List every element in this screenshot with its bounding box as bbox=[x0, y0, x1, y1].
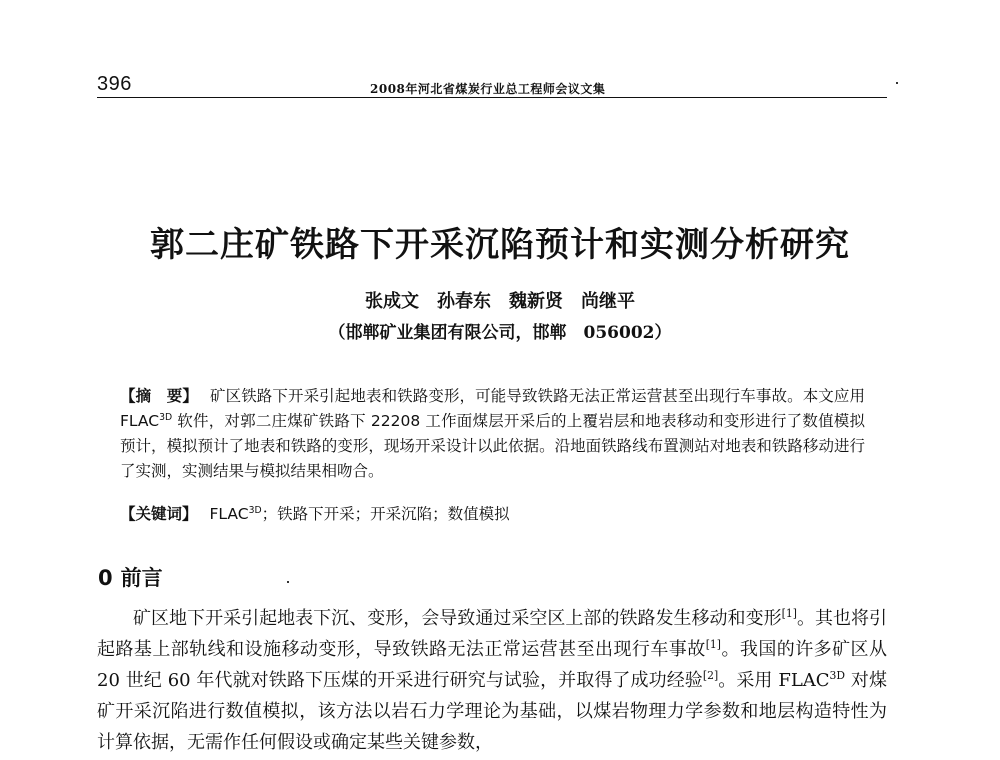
body-seg-5: 对煤矿开采沉陷进行数值模拟，该方法以岩石力学理论为基础，以煤岩物理力学参数和地层构造特性为计算依据，无需作任何假设或确定某些关键参数， bbox=[97, 670, 887, 753]
abstract-text-1: 矿区铁路下开采引起地表和铁路变形，可能导致铁路无法正常运营甚至出现行车事故。本文应用 FLAC bbox=[120, 387, 865, 430]
citation-2: [1] bbox=[705, 638, 721, 651]
body-seg-4: 。采用 FLAC bbox=[718, 670, 830, 691]
abstract-superscript: 3D bbox=[159, 411, 173, 423]
body-seg-1: 矿区地下开采引起地表下沉、变形，会导致通过采空区上部的铁路发生移动和变形 bbox=[133, 608, 782, 629]
scan-speck bbox=[896, 82, 898, 84]
citation-3: [2] bbox=[702, 669, 719, 682]
keywords-superscript: 3D bbox=[248, 504, 262, 516]
body-paragraph bbox=[97, 603, 887, 758]
authors: 张成文 孙春东 魏新贤 尚继平 bbox=[365, 291, 635, 312]
scan-speck bbox=[287, 581, 289, 583]
keywords bbox=[120, 502, 865, 527]
abstract-text-2: 软件，对郭二庄煤矿铁路下 22208 工作面煤层开采后的上覆岩层和地表移动和变形进行了数值模拟预计，模拟预计了地表和铁路的变形，现场开采设计以此依据。沿地面铁路线布置测站对地表和铁路移动进行了实测，实测结果与模拟结果相吻合。 bbox=[120, 412, 865, 480]
affiliation: （邯郸矿业集团有限公司，邯郸 056002） bbox=[328, 323, 672, 343]
page-number: 396 bbox=[97, 73, 132, 95]
body-seg-3: 。我国的许多矿区从 20 世纪 60 年代就对铁路下压煤的开采进行研究与试验，并取得了成功经验 bbox=[97, 639, 888, 691]
abstract bbox=[120, 384, 865, 484]
header-rule bbox=[97, 97, 887, 98]
paper-title: 郭二庄矿铁路下开采沉陷预计和实测分析研究 bbox=[150, 225, 850, 265]
section-title: 前言 bbox=[120, 566, 163, 590]
body-superscript: 3D bbox=[829, 669, 846, 682]
keywords-label: 【关键词】 bbox=[120, 505, 198, 523]
abstract-label: 【摘 要】 bbox=[120, 387, 198, 405]
section-number: 0 bbox=[98, 566, 113, 590]
section-heading bbox=[98, 562, 163, 592]
keywords-text-2: ；铁路下开采；开采沉陷；数值模拟 bbox=[261, 505, 510, 523]
running-head: 2008年河北省煤炭行业总工程师会议文集 bbox=[370, 82, 606, 96]
citation-1: [1] bbox=[781, 607, 797, 620]
keywords-text-1: FLAC bbox=[209, 505, 249, 523]
body-seg-2: 。其也将引起路基上部轨线和设施移动变形，导致铁路无法正常运营甚至出现行车事故 bbox=[97, 608, 888, 660]
